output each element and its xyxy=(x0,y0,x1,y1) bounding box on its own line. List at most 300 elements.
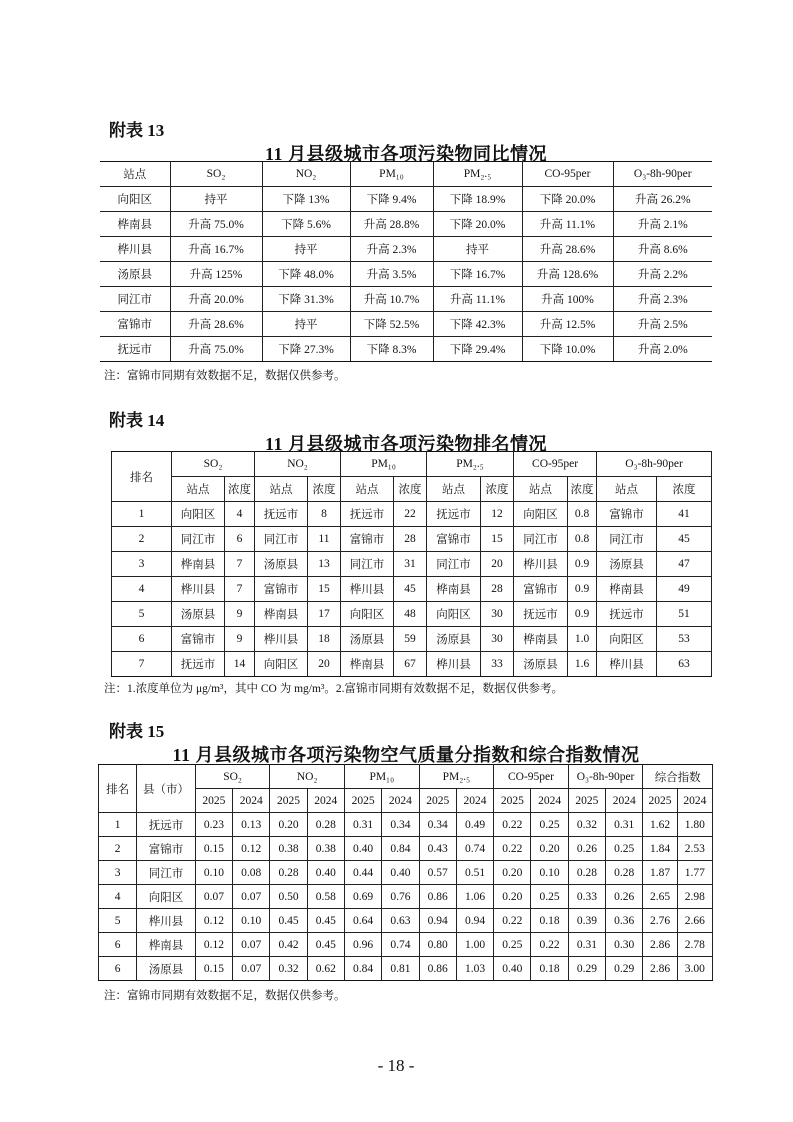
table-cell: 下降 8.3% xyxy=(350,337,433,362)
table-cell: 0.51 xyxy=(456,861,493,885)
table14-pollutant-header: CO-95per xyxy=(514,452,597,477)
table-row xyxy=(99,957,713,981)
table-cell: 20 xyxy=(308,652,341,677)
table-cell: 41 xyxy=(657,502,712,527)
table-cell: 向阳区 xyxy=(255,652,308,677)
table15-year-header: 2025 xyxy=(643,789,677,813)
table-cell: 下降 31.3% xyxy=(262,287,350,312)
table-cell: 9 xyxy=(225,602,255,627)
table15-note: 注：富锦市同期有效数据不足，数据仅供参考。 xyxy=(104,990,346,1002)
table14-header-row xyxy=(112,452,712,477)
table-cell: 7 xyxy=(112,652,172,677)
table14-conc-header: 浓度 xyxy=(394,477,427,502)
table-cell: 汤原县 xyxy=(100,262,170,287)
table-cell: 抚远市 xyxy=(514,602,568,627)
table-cell: 0.63 xyxy=(382,909,419,933)
table13-body xyxy=(100,187,712,362)
table-cell: 0.29 xyxy=(606,957,643,981)
table14-pollutant-header: NO₂ xyxy=(255,452,341,477)
table-cell: 桦南县 xyxy=(100,212,170,237)
table-cell: 1.03 xyxy=(456,957,493,981)
table-cell: 0.12 xyxy=(195,909,232,933)
table-cell: 6 xyxy=(99,957,137,981)
table-cell: 0.9 xyxy=(568,577,597,602)
table-cell: 0.28 xyxy=(606,861,643,885)
table-cell: 0.20 xyxy=(531,837,568,861)
table-cell: 0.9 xyxy=(568,552,597,577)
table15-year-header: 2025 xyxy=(568,789,605,813)
table-cell: 汤原县 xyxy=(172,602,225,627)
table-cell: 0.28 xyxy=(307,813,344,837)
table14-label: 附表 14 xyxy=(109,411,165,430)
table13-header-row xyxy=(100,162,712,187)
table-cell: 0.8 xyxy=(568,502,597,527)
table-cell: 0.84 xyxy=(382,837,419,861)
table-cell: 1 xyxy=(112,502,172,527)
table-cell: 18 xyxy=(308,627,341,652)
table-cell: 升高 28.6% xyxy=(170,312,262,337)
table-cell: 0.33 xyxy=(568,885,605,909)
table-cell: 0.10 xyxy=(195,861,232,885)
table-cell: 0.40 xyxy=(344,837,381,861)
table-cell: 0.18 xyxy=(531,957,568,981)
table-cell: 0.25 xyxy=(531,885,568,909)
table-cell: 0.84 xyxy=(344,957,381,981)
table-cell: 0.12 xyxy=(195,933,232,957)
table-cell: 富锦市 xyxy=(172,627,225,652)
table14-site-header: 站点 xyxy=(255,477,308,502)
table15 xyxy=(98,764,713,981)
table15-year-header: 2025 xyxy=(270,789,307,813)
table-cell: 0.07 xyxy=(195,885,232,909)
table14-pollutant-header: PM₂.₅ xyxy=(427,452,514,477)
table-cell: 桦南县 xyxy=(427,577,481,602)
table-cell: 升高 128.6% xyxy=(522,262,613,287)
table13-header: 站点 xyxy=(100,162,170,187)
table-cell: 6 xyxy=(99,933,137,957)
table-cell: 0.96 xyxy=(344,933,381,957)
table14-site-header: 站点 xyxy=(427,477,481,502)
table-cell: 升高 11.1% xyxy=(433,287,522,312)
table-cell: 0.10 xyxy=(531,861,568,885)
table14-pollutant-header: O₃-8h-90per xyxy=(597,452,712,477)
table-cell: 30 xyxy=(481,602,514,627)
table14-body xyxy=(112,502,712,677)
table-cell: 升高 2.3% xyxy=(350,237,433,262)
table-cell: 同江市 xyxy=(172,527,225,552)
table-cell: 同江市 xyxy=(137,861,195,885)
table-cell: 0.38 xyxy=(307,837,344,861)
table-cell: 48 xyxy=(394,602,427,627)
table-row xyxy=(112,552,712,577)
table-cell: 30 xyxy=(481,627,514,652)
table-cell: 0.94 xyxy=(456,909,493,933)
table14-conc-header: 浓度 xyxy=(657,477,712,502)
table-cell: 下降 42.3% xyxy=(433,312,522,337)
table-cell: 持平 xyxy=(262,312,350,337)
table-cell: 2.53 xyxy=(677,837,712,861)
table-cell: 下降 16.7% xyxy=(433,262,522,287)
table-cell: 抚远市 xyxy=(172,652,225,677)
table-cell: 升高 2.0% xyxy=(613,337,712,362)
table14-site-header: 站点 xyxy=(341,477,394,502)
table-cell: 53 xyxy=(657,627,712,652)
table-cell: 15 xyxy=(481,527,514,552)
table-cell: 2 xyxy=(99,837,137,861)
table-row xyxy=(112,602,712,627)
table-cell: 富锦市 xyxy=(341,527,394,552)
table-cell: 向阳区 xyxy=(341,602,394,627)
table-cell: 升高 28.6% xyxy=(522,237,613,262)
table-row xyxy=(99,837,713,861)
table-cell: 0.34 xyxy=(382,813,419,837)
table-cell: 6 xyxy=(225,527,255,552)
table-cell: 0.69 xyxy=(344,885,381,909)
table-cell: 持平 xyxy=(170,187,262,212)
table-cell: 升高 100% xyxy=(522,287,613,312)
table-cell: 抚远市 xyxy=(427,502,481,527)
table-cell: 下降 20.0% xyxy=(433,212,522,237)
table-cell: 0.08 xyxy=(233,861,270,885)
table-cell: 0.30 xyxy=(606,933,643,957)
table-cell: 0.44 xyxy=(344,861,381,885)
table-cell: 桦川县 xyxy=(341,577,394,602)
table-cell: 0.39 xyxy=(568,909,605,933)
table-cell: 桦川县 xyxy=(597,652,657,677)
table13-label: 附表 13 xyxy=(109,121,165,140)
table-cell: 22 xyxy=(394,502,427,527)
table-cell: 15 xyxy=(308,577,341,602)
table14-site-header: 站点 xyxy=(514,477,568,502)
table15-title: 11 月县级城市各项污染物空气质量分指数和综合指数情况 xyxy=(172,745,640,765)
table13-title: 11 月县级城市各项污染物同比情况 xyxy=(264,144,547,164)
table15-year-header: 2024 xyxy=(606,789,643,813)
table-row xyxy=(112,627,712,652)
table15-year-header: 2025 xyxy=(419,789,456,813)
table-cell: 桦南县 xyxy=(514,627,568,652)
table-cell: 0.49 xyxy=(456,813,493,837)
table-cell: 0.25 xyxy=(606,837,643,861)
table-cell: 4 xyxy=(99,885,137,909)
table-cell: 0.43 xyxy=(419,837,456,861)
table-cell: 0.15 xyxy=(195,957,232,981)
table-cell: 0.31 xyxy=(344,813,381,837)
table-cell: 2.86 xyxy=(643,957,677,981)
table-cell: 2.78 xyxy=(677,933,712,957)
table-cell: 0.40 xyxy=(307,861,344,885)
table-cell: 升高 2.2% xyxy=(613,262,712,287)
table-row xyxy=(100,212,712,237)
table-cell: 0.80 xyxy=(419,933,456,957)
table-cell: 1.87 xyxy=(643,861,677,885)
table-cell: 45 xyxy=(657,527,712,552)
table-cell: 0.57 xyxy=(419,861,456,885)
table-cell: 0.25 xyxy=(494,933,531,957)
table14-conc-header: 浓度 xyxy=(225,477,255,502)
table-cell: 67 xyxy=(394,652,427,677)
table-cell: 同江市 xyxy=(427,552,481,577)
table-cell: 0.28 xyxy=(568,861,605,885)
table-cell: 向阳区 xyxy=(137,885,195,909)
table-cell: 富锦市 xyxy=(427,527,481,552)
table-cell: 升高 20.0% xyxy=(170,287,262,312)
table-row xyxy=(99,909,713,933)
table15-group-header: SO₂ xyxy=(195,765,270,789)
table15-year-header: 2025 xyxy=(195,789,232,813)
table-cell: 0.12 xyxy=(233,837,270,861)
table-row xyxy=(100,337,712,362)
table-cell: 0.45 xyxy=(307,933,344,957)
table-cell: 2.86 xyxy=(643,933,677,957)
table-cell: 向阳区 xyxy=(427,602,481,627)
table14-pollutant-header: PM₁₀ xyxy=(341,452,427,477)
table-cell: 0.94 xyxy=(419,909,456,933)
table-cell: 汤原县 xyxy=(514,652,568,677)
table-cell: 3 xyxy=(112,552,172,577)
table-cell: 汤原县 xyxy=(597,552,657,577)
table13-note: 注：富锦市同期有效数据不足，数据仅供参考。 xyxy=(104,370,346,382)
table-cell: 0.28 xyxy=(270,861,307,885)
table-cell: 1 xyxy=(99,813,137,837)
table-cell: 1.6 xyxy=(568,652,597,677)
table-cell: 同江市 xyxy=(341,552,394,577)
table15-group-header: PM₂.₅ xyxy=(419,765,494,789)
table-cell: 0.40 xyxy=(382,861,419,885)
table-cell: 富锦市 xyxy=(514,577,568,602)
table15-year-header: 2024 xyxy=(233,789,270,813)
table-cell: 桦南县 xyxy=(341,652,394,677)
table-cell: 0.76 xyxy=(382,885,419,909)
table-cell: 0.26 xyxy=(568,837,605,861)
table14-conc-header: 浓度 xyxy=(481,477,514,502)
table15-header-row xyxy=(99,765,713,789)
table-cell: 31 xyxy=(394,552,427,577)
table-cell: 33 xyxy=(481,652,514,677)
table-row xyxy=(99,813,713,837)
table-cell: 升高 3.5% xyxy=(350,262,433,287)
table-cell: 0.86 xyxy=(419,957,456,981)
table-cell: 下降 20.0% xyxy=(522,187,613,212)
table-cell: 4 xyxy=(225,502,255,527)
table-cell: 0.45 xyxy=(307,909,344,933)
table13-header: NO₂ xyxy=(262,162,350,187)
table-row xyxy=(100,237,712,262)
table15-year-header: 2024 xyxy=(677,789,712,813)
table-cell: 0.86 xyxy=(419,885,456,909)
table-cell: 2.66 xyxy=(677,909,712,933)
table14 xyxy=(111,451,712,677)
table-cell: 桦川县 xyxy=(172,577,225,602)
table15-year-header: 2025 xyxy=(494,789,531,813)
table-cell: 持平 xyxy=(262,237,350,262)
table-cell: 28 xyxy=(481,577,514,602)
table-cell: 0.20 xyxy=(494,861,531,885)
table-cell: 向阳区 xyxy=(597,627,657,652)
table-cell: 7 xyxy=(225,552,255,577)
table15-group-header: O₃-8h-90per xyxy=(568,765,643,789)
table-cell: 升高 2.1% xyxy=(613,212,712,237)
table-cell: 0.62 xyxy=(307,957,344,981)
table-cell: 7 xyxy=(225,577,255,602)
table-row xyxy=(112,502,712,527)
table-cell: 0.36 xyxy=(606,909,643,933)
table-cell: 1.77 xyxy=(677,861,712,885)
table13-header: SO₂ xyxy=(170,162,262,187)
table-cell: 0.26 xyxy=(606,885,643,909)
table13-header: PM₂.₅ xyxy=(433,162,522,187)
table-cell: 向阳区 xyxy=(172,502,225,527)
table15-year-header: 2025 xyxy=(344,789,381,813)
table-cell: 9 xyxy=(225,627,255,652)
table-cell: 0.20 xyxy=(494,885,531,909)
table-cell: 47 xyxy=(657,552,712,577)
table15-body xyxy=(99,813,713,981)
table-cell: 0.45 xyxy=(270,909,307,933)
table-cell: 0.74 xyxy=(456,837,493,861)
table-cell: 抚远市 xyxy=(341,502,394,527)
table-row xyxy=(100,312,712,337)
table-cell: 下降 18.9% xyxy=(433,187,522,212)
table-cell: 59 xyxy=(394,627,427,652)
table-cell: 0.07 xyxy=(233,957,270,981)
table-cell: 0.10 xyxy=(233,909,270,933)
table-cell: 下降 27.3% xyxy=(262,337,350,362)
table-cell: 0.18 xyxy=(531,909,568,933)
table-cell: 2.98 xyxy=(677,885,712,909)
table13 xyxy=(100,161,712,362)
table-row xyxy=(112,577,712,602)
table-cell: 抚远市 xyxy=(597,602,657,627)
table-row xyxy=(100,187,712,212)
table-cell: 0.13 xyxy=(233,813,270,837)
table-cell: 0.22 xyxy=(531,933,568,957)
table-cell: 0.81 xyxy=(382,957,419,981)
table-cell: 8 xyxy=(308,502,341,527)
table-cell: 0.15 xyxy=(195,837,232,861)
table-cell: 1.80 xyxy=(677,813,712,837)
table-cell: 0.8 xyxy=(568,527,597,552)
table-cell: 14 xyxy=(225,652,255,677)
table-row xyxy=(100,287,712,312)
table-cell: 1.06 xyxy=(456,885,493,909)
table-cell: 汤原县 xyxy=(341,627,394,652)
table-row xyxy=(100,262,712,287)
table-cell: 同江市 xyxy=(597,527,657,552)
table-cell: 桦川县 xyxy=(137,909,195,933)
table-cell: 富锦市 xyxy=(255,577,308,602)
table-cell: 0.34 xyxy=(419,813,456,837)
table-cell: 抚远市 xyxy=(137,813,195,837)
table-cell: 0.07 xyxy=(233,933,270,957)
table13-header: CO-95per xyxy=(522,162,613,187)
table-cell: 0.22 xyxy=(494,909,531,933)
table-cell: 桦川县 xyxy=(100,237,170,262)
table-cell: 3 xyxy=(99,861,137,885)
table-cell: 4 xyxy=(112,577,172,602)
table-cell: 桦南县 xyxy=(255,602,308,627)
table14-site-header: 站点 xyxy=(172,477,225,502)
table-cell: 0.74 xyxy=(382,933,419,957)
table14-rank-header: 排名 xyxy=(112,452,172,502)
table-cell: 2 xyxy=(112,527,172,552)
table-cell: 升高 8.6% xyxy=(613,237,712,262)
table-cell: 6 xyxy=(112,627,172,652)
table-cell: 富锦市 xyxy=(100,312,170,337)
table-cell: 0.9 xyxy=(568,602,597,627)
table-cell: 0.22 xyxy=(494,813,531,837)
table-cell: 向阳区 xyxy=(100,187,170,212)
table-cell: 下降 48.0% xyxy=(262,262,350,287)
table15-year-header: 2024 xyxy=(531,789,568,813)
table-cell: 抚远市 xyxy=(255,502,308,527)
table-cell: 下降 29.4% xyxy=(433,337,522,362)
table-cell: 0.07 xyxy=(233,885,270,909)
table-cell: 汤原县 xyxy=(427,627,481,652)
table-cell: 升高 2.5% xyxy=(613,312,712,337)
table-cell: 升高 26.2% xyxy=(613,187,712,212)
table-cell: 1.62 xyxy=(643,813,677,837)
table-cell: 1.00 xyxy=(456,933,493,957)
table-cell: 持平 xyxy=(433,237,522,262)
table-cell: 升高 11.1% xyxy=(522,212,613,237)
table-cell: 0.58 xyxy=(307,885,344,909)
table-cell: 0.20 xyxy=(270,813,307,837)
table-cell: 同江市 xyxy=(100,287,170,312)
table-cell: 桦川县 xyxy=(427,652,481,677)
table14-site-header: 站点 xyxy=(597,477,657,502)
table-cell: 下降 52.5% xyxy=(350,312,433,337)
table14-subheader-row xyxy=(112,477,712,502)
table15-group-header: NO₂ xyxy=(270,765,345,789)
table-cell: 桦南县 xyxy=(137,933,195,957)
table-cell: 5 xyxy=(112,602,172,627)
table-cell: 1.0 xyxy=(568,627,597,652)
table-cell: 抚远市 xyxy=(100,337,170,362)
table13-header: PM₁₀ xyxy=(350,162,433,187)
table-cell: 桦川县 xyxy=(255,627,308,652)
table-cell: 3.00 xyxy=(677,957,712,981)
table-cell: 升高 28.8% xyxy=(350,212,433,237)
table15-group-header: PM₁₀ xyxy=(344,765,419,789)
table-cell: 0.38 xyxy=(270,837,307,861)
table-cell: 桦川县 xyxy=(514,552,568,577)
table15-group-header: 综合指数 xyxy=(643,765,713,789)
table-cell: 51 xyxy=(657,602,712,627)
table-cell: 0.32 xyxy=(270,957,307,981)
table-cell: 11 xyxy=(308,527,341,552)
table-cell: 0.22 xyxy=(494,837,531,861)
table-cell: 升高 2.3% xyxy=(613,287,712,312)
table-cell: 17 xyxy=(308,602,341,627)
table-row xyxy=(112,527,712,552)
table-cell: 向阳区 xyxy=(514,502,568,527)
table-cell: 0.25 xyxy=(531,813,568,837)
table-cell: 20 xyxy=(481,552,514,577)
table-cell: 13 xyxy=(308,552,341,577)
table-cell: 0.31 xyxy=(568,933,605,957)
table-cell: 同江市 xyxy=(255,527,308,552)
table-cell: 0.64 xyxy=(344,909,381,933)
table-cell: 升高 10.7% xyxy=(350,287,433,312)
table-cell: 升高 75.0% xyxy=(170,212,262,237)
table-cell: 升高 125% xyxy=(170,262,262,287)
table-cell: 升高 75.0% xyxy=(170,337,262,362)
table-cell: 下降 13% xyxy=(262,187,350,212)
table-cell: 富锦市 xyxy=(137,837,195,861)
table-cell: 下降 5.6% xyxy=(262,212,350,237)
table-cell: 富锦市 xyxy=(597,502,657,527)
table-cell: 0.31 xyxy=(606,813,643,837)
